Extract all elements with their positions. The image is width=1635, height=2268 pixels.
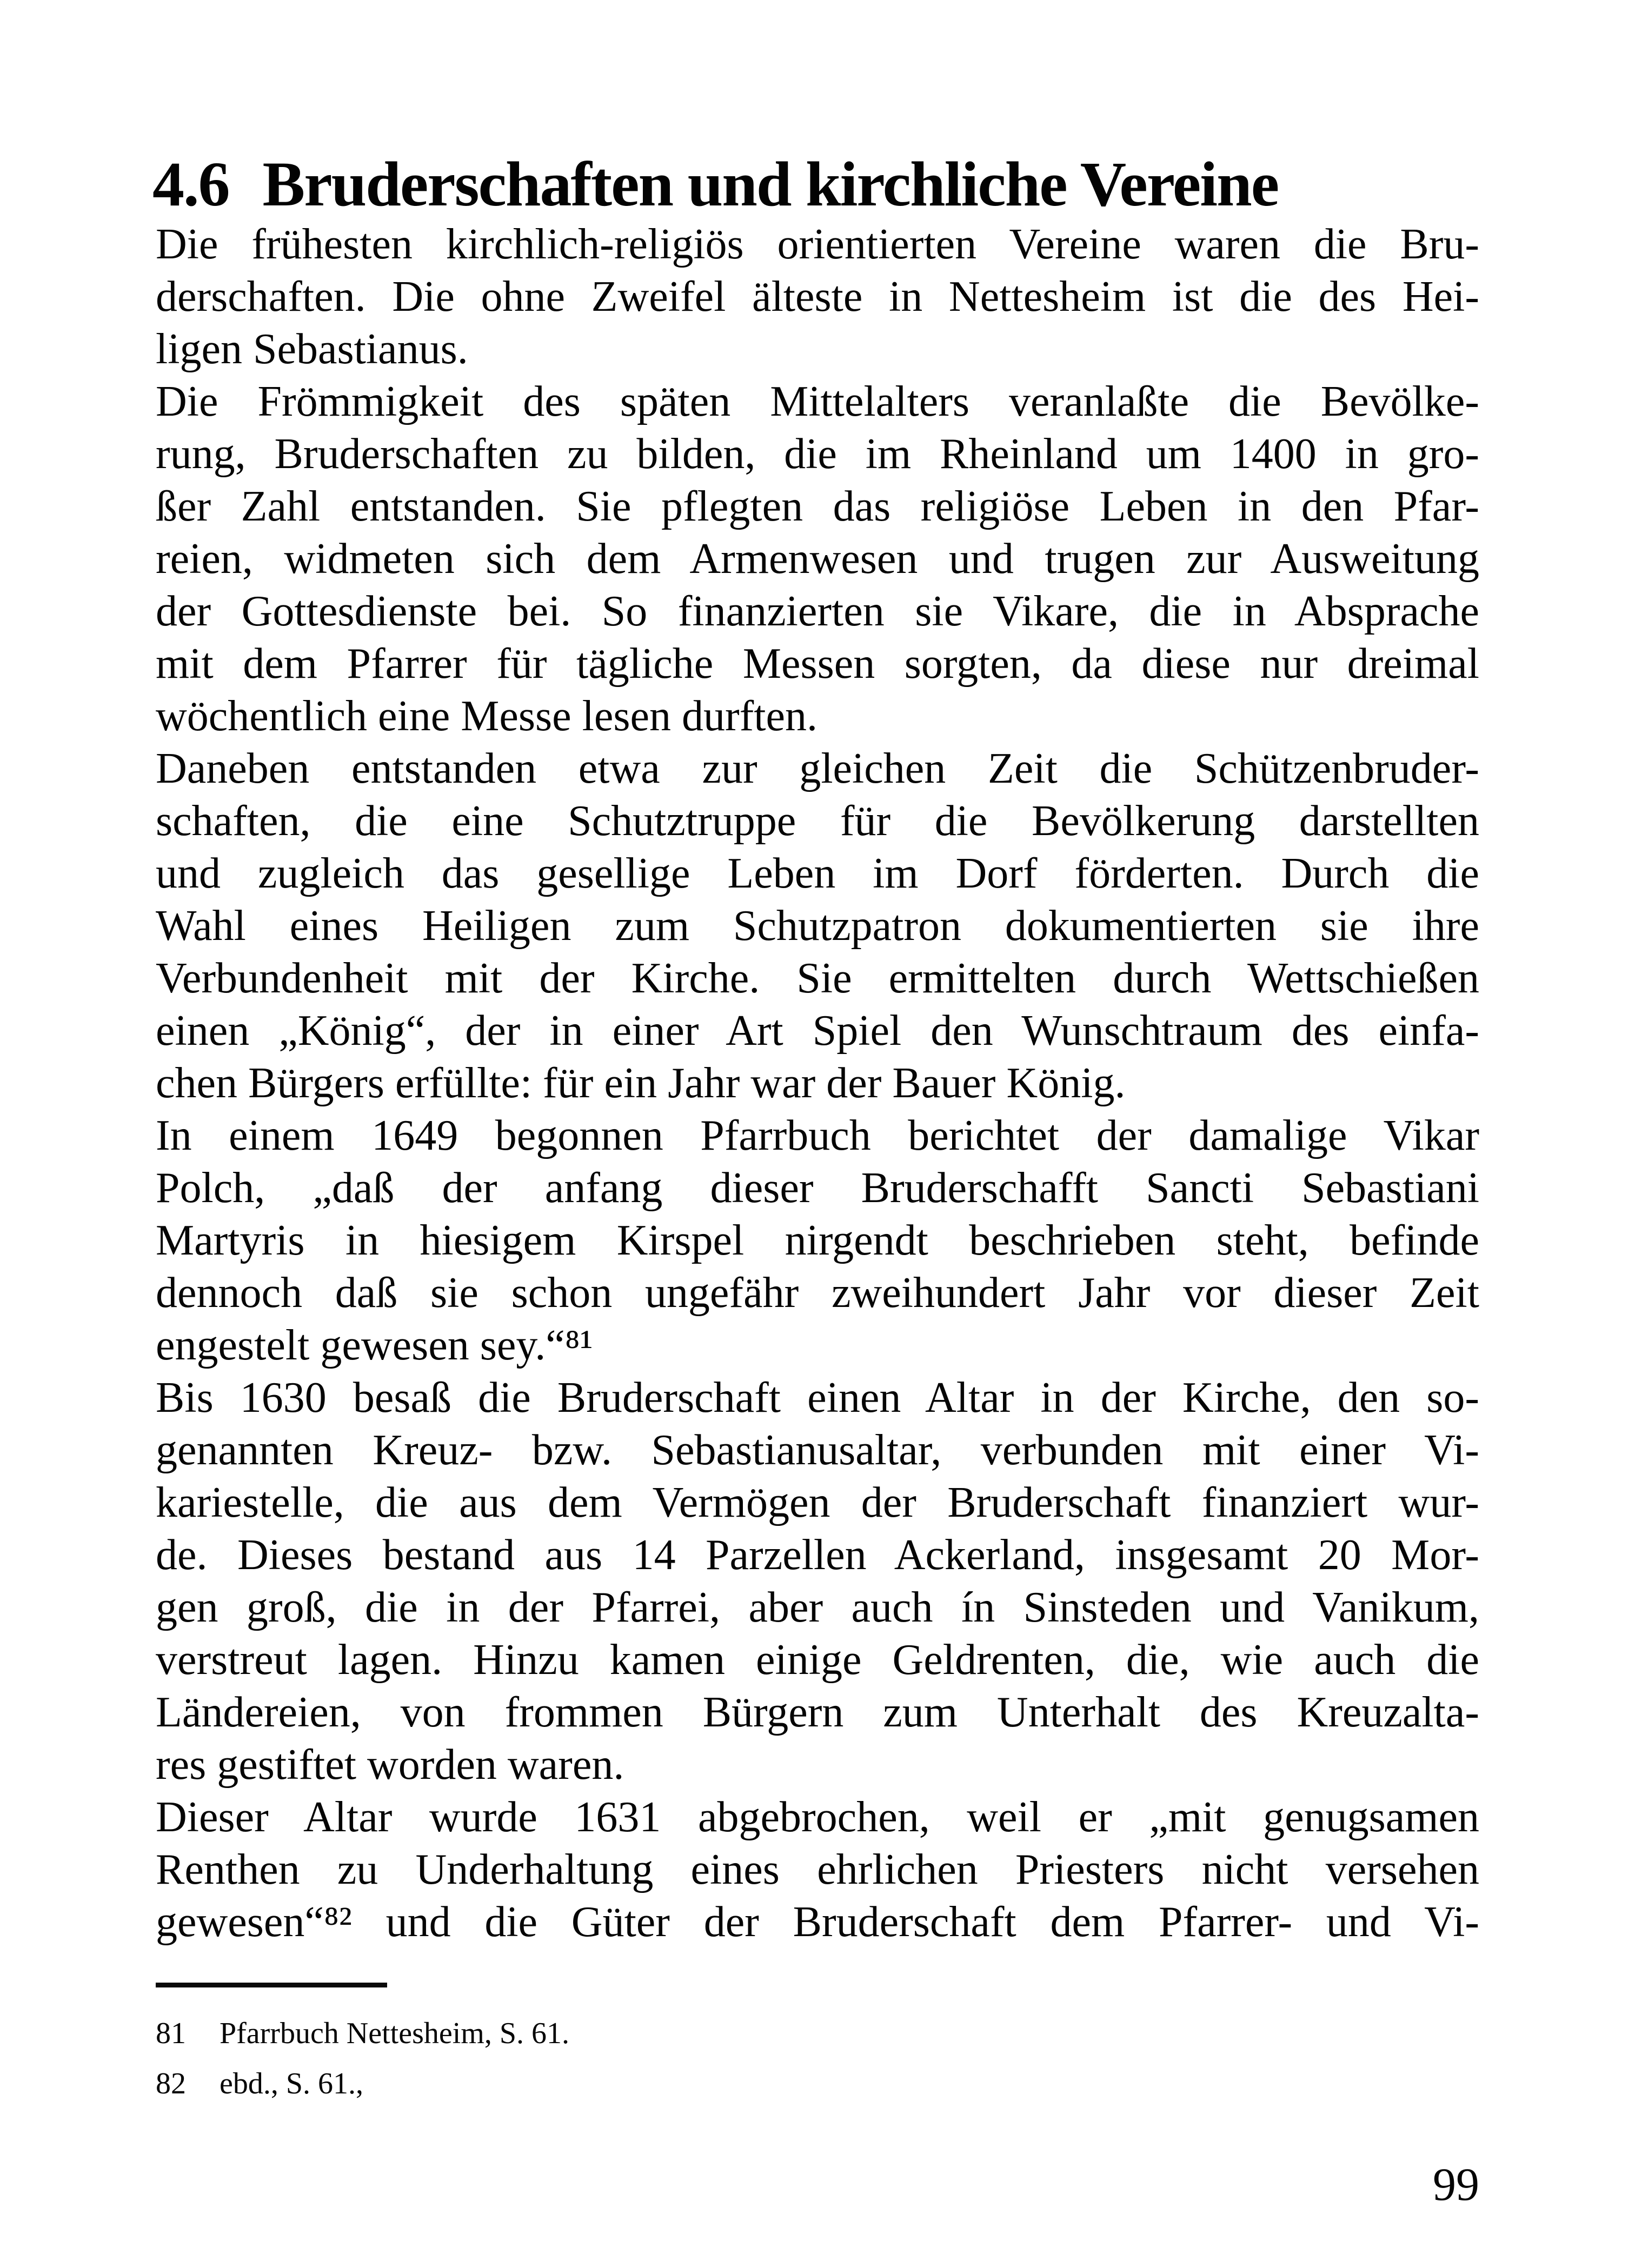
body-text xyxy=(156,218,1479,1949)
paragraph xyxy=(156,743,1479,1110)
section-heading xyxy=(152,149,1278,220)
text-line: genannten Kreuz- bzw. Sebastianusaltar, verbunden mit einer Vi- xyxy=(156,1426,1479,1474)
text-line: kariestelle, die aus dem Vermögen der Bruderschaft finanziert wur- xyxy=(156,1479,1479,1526)
text-line: derschaften. Die ohne Zweifel älteste in Nettesheim ist die des Hei- xyxy=(156,273,1479,321)
text-line: Dieser Altar wurde 1631 abgebrochen, weil er „mit genugsamen xyxy=(156,1793,1479,1841)
text-line: Ländereien, von frommen Bürgern zum Unterhalt des Kreuzalta- xyxy=(156,1689,1479,1736)
text-line: Die frühesten kirchlich-religiös orientierten Vereine waren die Bru- xyxy=(156,221,1479,268)
footnote xyxy=(156,2059,1479,2109)
text-line: chen Bürgers erfüllte: für ein Jahr war der Bauer König. xyxy=(156,1059,1126,1107)
text-line: Wahl eines Heiligen zum Schutzpatron dokumentierten sie ihre xyxy=(156,902,1479,950)
text-line: verstreut lagen. Hinzu kamen einige Geldrenten, die, wie auch die xyxy=(156,1636,1479,1684)
paragraph xyxy=(156,376,1479,743)
footnote-text: ebd., S. 61., xyxy=(220,2067,363,2100)
text-line: Renthen zu Underhaltung eines ehrlichen Priesters nicht versehen xyxy=(156,1846,1479,1893)
text-line: res gestiftet worden waren. xyxy=(156,1741,624,1789)
text-line: schaften, die eine Schutztruppe für die Bevölkerung darstellten xyxy=(156,797,1479,845)
section-number: 4.6 xyxy=(152,149,229,220)
text-line: de. Dieses bestand aus 14 Parzellen Ackerland, insgesamt 20 Mor- xyxy=(156,1531,1479,1579)
text-line: Bis 1630 besaß die Bruderschaft einen Altar in der Kirche, den so- xyxy=(156,1374,1479,1422)
paragraph xyxy=(156,1110,1479,1372)
text-line: mit dem Pfarrer für tägliche Messen sorgten, da diese nur dreimal xyxy=(156,640,1479,688)
footnote-separator xyxy=(156,1983,387,1987)
paragraph xyxy=(156,218,1479,376)
text-line: Die Frömmigkeit des späten Mittelalters veranlaßte die Bevölke- xyxy=(156,378,1479,425)
text-line: und zugleich das gesellige Leben im Dorf förderten. Durch die xyxy=(156,850,1479,897)
text-line: Polch, „daß der anfang dieser Bruderschafft Sancti Sebastiani xyxy=(156,1164,1479,1212)
text-line: Martyris in hiesigem Kirspel nirgendt beschrieben steht, befinde xyxy=(156,1217,1479,1264)
text-line: In einem 1649 begonnen Pfarrbuch berichtet der damalige Vikar xyxy=(156,1112,1479,1159)
footnote-text: Pfarrbuch Nettesheim, S. 61. xyxy=(220,2017,569,2050)
text-line: Verbundenheit mit der Kirche. Sie ermittelten durch Wettschießen xyxy=(156,955,1479,1002)
paragraph xyxy=(156,1372,1479,1791)
text-line: der Gottesdienste bei. So finanzierten sie Vikare, die in Absprache xyxy=(156,588,1479,635)
text-line: rung, Bruderschaften zu bilden, die im Rheinland um 1400 in gro- xyxy=(156,430,1479,478)
text-line: reien, widmeten sich dem Armenwesen und trugen zur Ausweitung xyxy=(156,535,1479,583)
text-line: dennoch daß sie schon ungefähr zweihundert Jahr vor dieser Zeit xyxy=(156,1269,1479,1317)
paragraph xyxy=(156,1791,1479,1949)
text-line: engestelt gewesen sey.“⁸¹ xyxy=(156,1322,593,1369)
footnote-number: 81 xyxy=(156,2017,186,2050)
text-line: gen groß, die in der Pfarrei, aber auch ín Sinsteden und Vanikum, xyxy=(156,1584,1479,1631)
text-line: gewesen“⁸² und die Güter der Bruderschaft dem Pfarrer- und Vi- xyxy=(156,1898,1479,1946)
footnote-number: 82 xyxy=(156,2067,186,2100)
text-line: Daneben entstanden etwa zur gleichen Zeit die Schützenbruder- xyxy=(156,745,1479,792)
text-line: einen „König“, der in einer Art Spiel den Wunschtraum des einfa- xyxy=(156,1007,1479,1055)
text-line: wöchentlich eine Messe lesen durften. xyxy=(156,692,818,740)
section-title: Bruderschaften und kirchliche Vereine xyxy=(262,149,1279,220)
page-number: 99 xyxy=(1433,2158,1479,2210)
text-line: ligen Sebastianus. xyxy=(156,325,468,373)
text-line: ßer Zahl entstanden. Sie pflegten das religiöse Leben in den Pfar- xyxy=(156,483,1479,530)
footnote xyxy=(156,2009,1479,2059)
footnotes xyxy=(156,2009,1479,2109)
